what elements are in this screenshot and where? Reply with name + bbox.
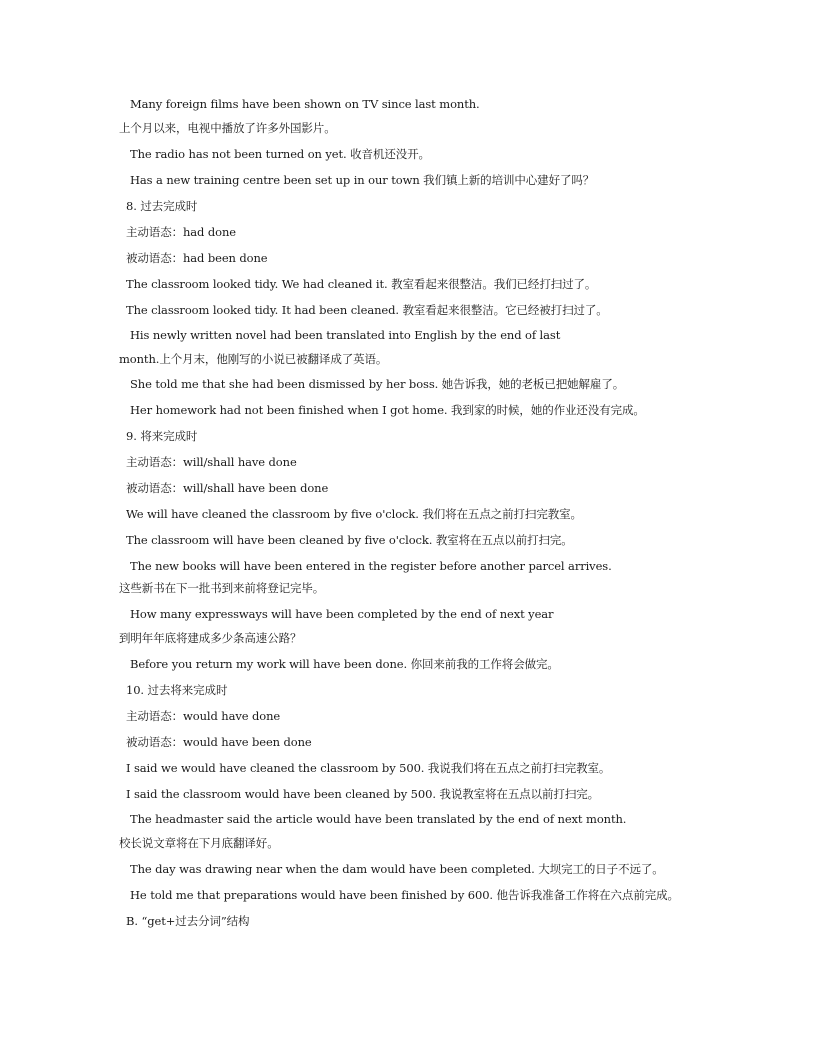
- text-line: She told me that she had been dismissed by her boss. 她告诉我，她的老板已把她解雇了。: [130, 377, 625, 391]
- text-line: We will have cleaned the classroom by five o'clock. 我们将在五点之前打扫完教室。: [126, 507, 582, 521]
- section-heading: 10. 过去将来完成时: [126, 683, 228, 697]
- text-line: 被动语态：had been done: [126, 251, 268, 265]
- text-line: His newly written novel had been translated into English by the end of last: [130, 328, 561, 342]
- text-line: 上个月以来，电视中播放了许多外国影片。: [119, 121, 336, 135]
- text-line: Before you return my work will have been done. 你回来前我的工作将会做完。: [130, 657, 559, 671]
- text-line: 被动语态：will/shall have been done: [126, 481, 329, 495]
- text-line: The day was drawing near when the dam would have been completed. 大坝完工的日子不远了。: [130, 862, 664, 876]
- text-line: Has a new training centre been set up in our town 我们镇上新的培训中心建好了吗？: [130, 173, 595, 187]
- text-line: 被动语态：would have been done: [126, 735, 312, 749]
- text-line: The new books will have been entered in the register before another parcel arrives.: [130, 559, 612, 573]
- text-line: He told me that preparations would have been finished by 600. 他告诉我准备工作将在六点前完成。: [130, 888, 679, 902]
- section-heading: B. “get+过去分词”结构: [126, 914, 250, 928]
- text-line: 主动语态：will/shall have done: [126, 455, 297, 469]
- text-line: The classroom looked tidy. It had been cleaned. 教室看起来很整洁。它已经被打扫过了。: [126, 303, 608, 317]
- text-line: 到明年年底将建成多少条高速公路？: [119, 631, 302, 645]
- text-line: Many foreign films have been shown on TV since last month.: [130, 97, 480, 111]
- text-line: I said the classroom would have been cleaned by 500. 我说教室将在五点以前打扫完。: [126, 787, 600, 801]
- text-line: The radio has not been turned on yet. 收音机还没开。: [130, 147, 430, 161]
- text-line: I said we would have cleaned the classroom by 500. 我说我们将在五点之前打扫完教室。: [126, 761, 611, 775]
- text-line: The headmaster said the article would have been translated by the end of next month.: [130, 812, 627, 826]
- section-heading: 9. 将来完成时: [126, 429, 198, 443]
- text-line: month.上个月末，他刚写的小说已被翻译成了英语。: [119, 352, 388, 366]
- text-line: 这些新书在下一批书到来前将登记完毕。: [119, 581, 325, 595]
- text-line: The classroom will have been cleaned by five o'clock. 教室将在五点以前打扫完。: [126, 533, 573, 547]
- text-line: 校长说文章将在下月底翻译好。: [119, 836, 279, 850]
- text-line: 主动语态：had done: [126, 225, 236, 239]
- text-line: The classroom looked tidy. We had cleaned it. 教室看起来很整洁。我们已经打扫过了。: [126, 277, 597, 291]
- text-line: Her homework had not been finished when I got home. 我到家的时候，她的作业还没有完成。: [130, 403, 645, 417]
- section-heading: 8. 过去完成时: [126, 199, 198, 213]
- text-line: 主动语态：would have done: [126, 709, 281, 723]
- text-line: How many expressways will have been completed by the end of next year: [130, 607, 554, 621]
